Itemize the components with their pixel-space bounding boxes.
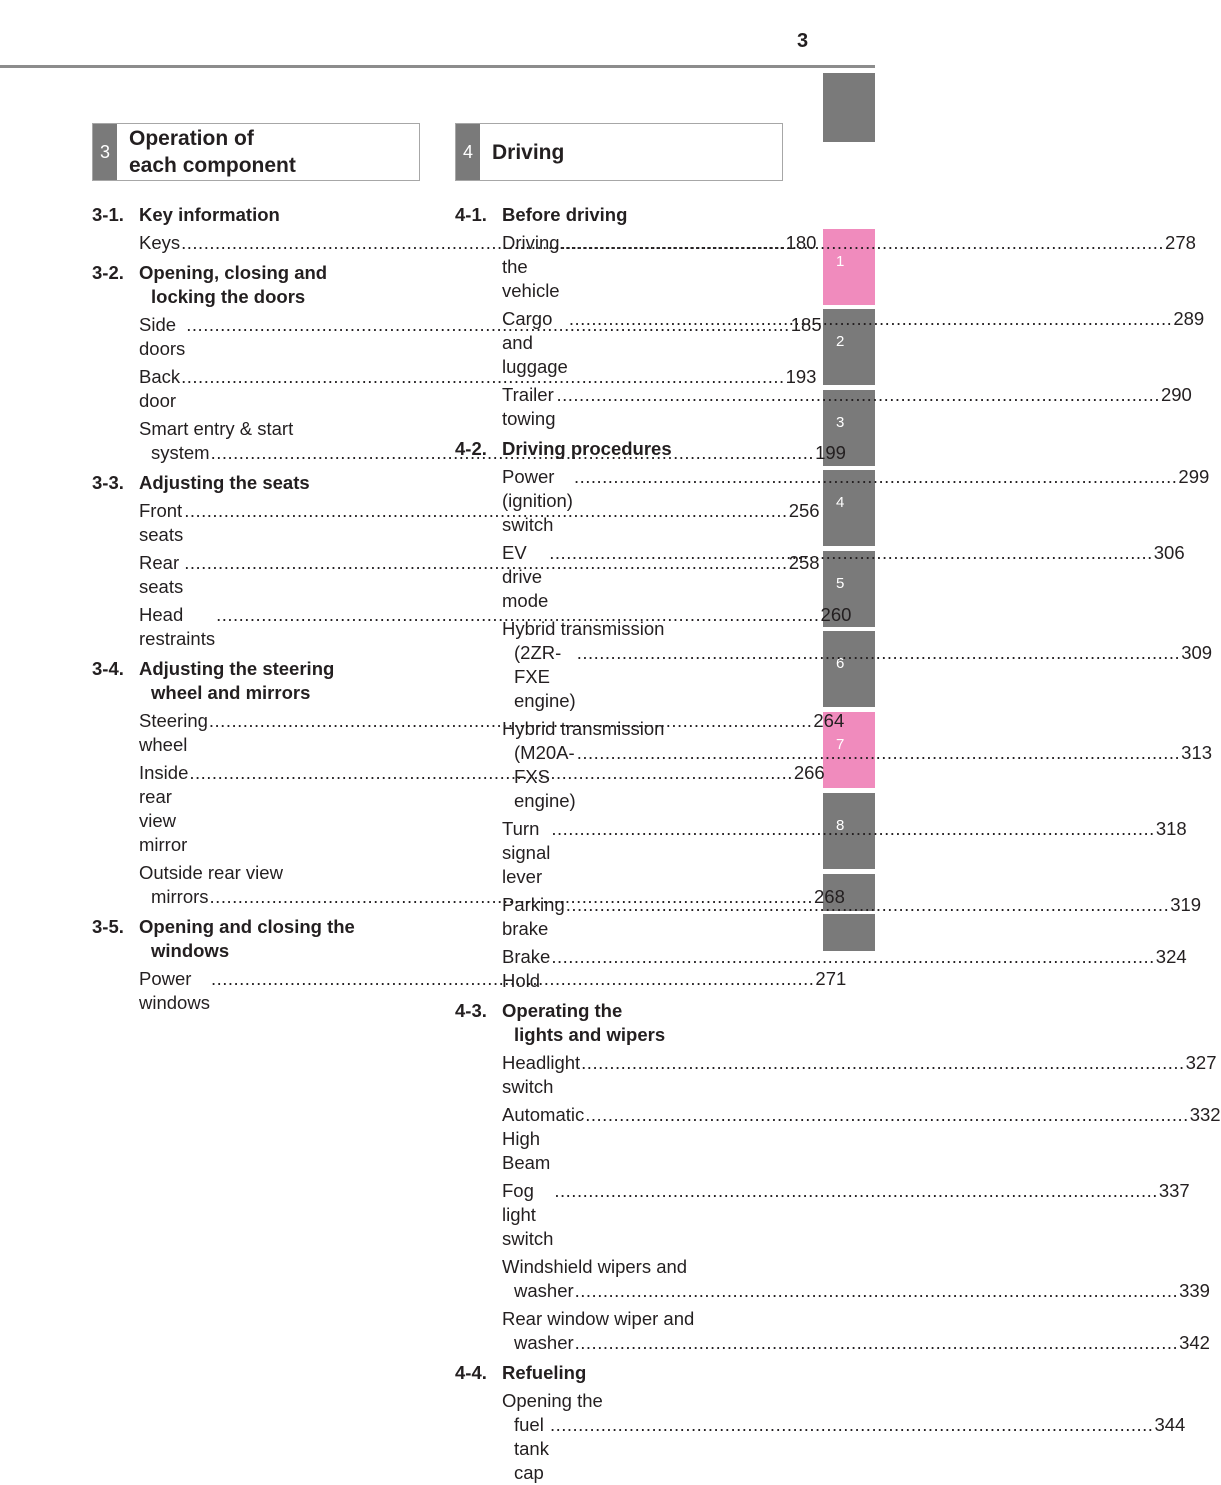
side-tab-chapter-2[interactable]: 2 <box>823 309 875 385</box>
toc-entry-label: Hybrid transmission <box>502 618 665 639</box>
toc-entry[interactable] <box>502 1307 1210 1355</box>
toc-entry-line <box>502 231 1196 303</box>
toc-entry-label: Smart entry & start <box>139 418 294 439</box>
toc-entry-label: Fog light switch <box>502 1180 554 1249</box>
section-number: 3-3. <box>92 472 124 493</box>
section-heading <box>92 657 409 705</box>
page-ref: 309 <box>1181 642 1213 663</box>
section-number: 4-4. <box>455 1362 487 1383</box>
toc-entry-label: washer <box>514 1280 574 1301</box>
toc-entry-label: Trailer towing <box>502 384 556 429</box>
section-title-line: Refueling <box>502 1362 587 1383</box>
toc-entry-label: Inside rear view mirror <box>139 762 189 855</box>
section-number: 3-5. <box>92 916 124 937</box>
toc-entry-label: Headlight switch <box>502 1052 581 1097</box>
chapter-header-3 <box>92 123 420 181</box>
toc-entry-line <box>502 465 1209 537</box>
section-number: 3-4. <box>92 658 124 679</box>
section-title <box>139 471 310 495</box>
section-title-line: Opening and closing the <box>139 916 355 937</box>
toc-entry-label: Windshield wipers and <box>502 1256 688 1277</box>
page-ref: 290 <box>1160 384 1192 405</box>
toc-entry[interactable] <box>139 231 817 255</box>
toc-entry-label: Power windows <box>139 968 210 1013</box>
section-title <box>502 1361 586 1385</box>
toc-entry-label: Rear window wiper and <box>502 1308 695 1329</box>
toc-entry-line <box>502 1279 1210 1303</box>
page-ref: 324 <box>1155 946 1187 967</box>
toc-entry[interactable] <box>502 1051 1217 1099</box>
toc-entry-label: (2ZR-FXE engine) <box>514 642 576 711</box>
section-heading <box>455 437 772 461</box>
toc-entry-text <box>502 541 1185 613</box>
chapter-number: 3 <box>93 124 117 180</box>
side-tab-chapter-3[interactable]: 3 <box>823 390 875 466</box>
chapter-number: 4 <box>456 124 480 180</box>
section-heading <box>92 261 409 309</box>
toc-entry-line <box>502 1331 1210 1355</box>
toc-entry[interactable] <box>502 1255 1210 1303</box>
toc-entry-label: (M20A-FXS engine) <box>514 742 576 811</box>
page-ref: 268 <box>814 886 845 907</box>
page-ref: 260 <box>820 604 852 625</box>
page-ref: 337 <box>1158 1180 1190 1201</box>
section-heading <box>92 915 409 963</box>
side-tab-chapter-4[interactable]: 4 <box>823 470 875 546</box>
toc-entry-label: fuel tank cap <box>514 1414 549 1483</box>
page-ref: 271 <box>815 968 847 989</box>
chapter-title-line: Operation of <box>129 127 254 150</box>
toc-entry-text <box>502 465 1209 537</box>
toc-entry-line <box>502 383 1192 431</box>
toc-entry[interactable] <box>502 1103 1221 1175</box>
chapter-title <box>480 124 564 180</box>
toc-entry-line <box>502 1103 1221 1175</box>
side-tab-chapter-7[interactable]: 7 <box>823 712 875 788</box>
dot-leader <box>575 1331 1178 1355</box>
section-title-line: Operating the <box>502 1000 623 1021</box>
toc-entry-text <box>502 1051 1217 1099</box>
toc-entry-label: Opening the <box>502 1390 603 1411</box>
toc-entry-text <box>502 231 1196 303</box>
page-number: 3 <box>797 30 809 52</box>
page-ref: 264 <box>813 710 845 731</box>
dot-leader <box>581 1051 1184 1075</box>
dot-leader <box>577 741 1180 765</box>
section-title <box>502 999 665 1047</box>
section-number: 3-1. <box>92 204 124 225</box>
section-title-line: Adjusting the steering <box>139 658 335 679</box>
section-title-line: Key information <box>139 204 280 225</box>
page-ref: 306 <box>1153 542 1185 563</box>
toc-entry-line <box>502 1413 1185 1485</box>
toc-entry-text <box>502 717 1212 813</box>
page-ref: 278 <box>1165 232 1196 253</box>
section-heading <box>92 203 409 227</box>
toc-entry-label: Cargo and luggage <box>502 308 568 377</box>
toc-entry-label: Power (ignition) switch <box>502 466 573 535</box>
section-number: 4-3. <box>455 1000 487 1021</box>
dot-leader <box>561 231 1164 255</box>
toc-entry-line <box>502 817 1187 889</box>
page-ref: 327 <box>1185 1052 1217 1073</box>
toc-entry-label: EV drive mode <box>502 542 549 611</box>
side-tab-chapter-8[interactable]: 8 <box>823 793 875 869</box>
page-ref: 289 <box>1173 308 1205 329</box>
toc-entry-text <box>502 307 1204 379</box>
section-title-line: Adjusting the seats <box>139 472 310 493</box>
section-title <box>139 657 334 705</box>
section-title-line: Opening, closing and <box>139 262 328 283</box>
dot-leader <box>566 893 1169 917</box>
toc-entry-text <box>502 617 1212 713</box>
toc-entry-label: mirrors <box>151 886 209 907</box>
toc-entry-label: Parking brake <box>502 894 565 939</box>
section-title-line: wheel and mirrors <box>151 682 311 703</box>
chapter-header-4 <box>455 123 783 181</box>
dot-leader <box>569 307 1172 331</box>
toc-entry-line <box>502 1179 1190 1251</box>
toc-entry[interactable] <box>502 383 1192 431</box>
section-title-line: locking the doors <box>151 286 306 307</box>
section-title-line: lights and wipers <box>514 1024 666 1045</box>
page-ref: 180 <box>785 232 817 253</box>
toc-entry-line <box>502 641 1212 713</box>
toc-entry[interactable] <box>502 1389 1186 1485</box>
toc-entry[interactable] <box>502 617 1213 713</box>
dot-leader <box>554 1179 1157 1203</box>
toc-entry-label: Driving the vehicle <box>502 232 560 301</box>
toc-entry-line <box>502 945 1187 993</box>
toc-entry-text <box>502 817 1187 889</box>
section-title <box>502 437 672 461</box>
section-heading <box>455 999 772 1047</box>
toc-entry-label: Steering wheel <box>139 710 208 755</box>
toc-entry-label: washer <box>514 1332 574 1353</box>
side-tab-chapter-1[interactable]: 1 <box>823 229 875 305</box>
page-ref: 319 <box>1170 894 1202 915</box>
section-title-line: Before driving <box>502 204 628 225</box>
chapter-title-line: each component <box>129 154 296 177</box>
section-title <box>139 203 280 227</box>
page-ref: 318 <box>1155 818 1187 839</box>
dot-leader <box>551 817 1154 841</box>
chapter-title-line: Driving <box>492 140 565 164</box>
toc-entry-line <box>502 307 1204 379</box>
toc-entry-text <box>502 1255 1210 1303</box>
toc-entry-text <box>502 1103 1221 1175</box>
dot-leader <box>549 541 1152 565</box>
toc-entry-label: Turn signal lever <box>502 818 551 887</box>
dot-leader <box>556 383 1159 407</box>
toc-entry-line <box>502 1051 1217 1099</box>
page-ref: 342 <box>1179 1332 1210 1353</box>
page-ref: 199 <box>815 442 846 463</box>
section-title-line: windows <box>151 940 230 961</box>
toc-entry[interactable] <box>502 817 1187 889</box>
section-title-line: Driving procedures <box>502 438 672 459</box>
section-title <box>139 261 327 309</box>
page-ref: 339 <box>1179 1280 1210 1301</box>
dot-leader <box>575 1279 1178 1303</box>
section-title <box>139 915 355 963</box>
toc-entry-line <box>502 541 1185 613</box>
toc-entry-text <box>502 1307 1210 1355</box>
toc-entry-label: Keys <box>139 232 181 253</box>
side-tab-chapter-5[interactable]: 5 <box>823 551 875 627</box>
toc-entry-label: Back door <box>139 366 181 411</box>
dot-leader <box>585 1103 1188 1127</box>
toc-entry[interactable] <box>502 1179 1190 1251</box>
page-ref: 185 <box>790 314 822 335</box>
dot-leader <box>574 465 1177 489</box>
top-rule <box>0 65 875 68</box>
toc-entry-label: Brake Hold <box>502 946 551 991</box>
dot-leader <box>577 641 1180 665</box>
side-tab-chapter-6[interactable]: 6 <box>823 631 875 707</box>
toc-entry-label: Outside rear view <box>139 862 283 883</box>
chapter-title <box>117 124 296 180</box>
section-number: 4-1. <box>455 204 487 225</box>
toc-entry-label: Front seats <box>139 500 184 545</box>
section-title <box>502 203 627 227</box>
section-heading <box>92 471 409 495</box>
side-tab-blank[interactable] <box>823 73 875 142</box>
toc-entry-label: Head restraints <box>139 604 216 649</box>
dot-leader <box>550 1413 1153 1437</box>
toc-entry-line <box>502 741 1212 813</box>
page-ref: 266 <box>793 762 825 783</box>
page-ref: 258 <box>788 552 820 573</box>
toc-entry-text <box>502 893 1201 941</box>
section-number: 4-2. <box>455 438 487 459</box>
toc-entry-label: Rear seats <box>139 552 184 597</box>
section-heading <box>455 203 772 227</box>
toc-entry-label: Automatic High Beam <box>502 1104 585 1173</box>
toc-entry-label: Side doors <box>139 314 186 359</box>
toc-entry-text <box>502 945 1187 993</box>
section-number: 3-2. <box>92 262 124 283</box>
section-heading <box>455 1361 772 1385</box>
page-ref: 332 <box>1189 1104 1221 1125</box>
toc-entry-label: system <box>151 442 210 463</box>
dot-leader <box>551 945 1154 969</box>
page-ref: 299 <box>1178 466 1210 487</box>
page-ref: 344 <box>1154 1414 1186 1435</box>
toc-entry-text <box>502 383 1192 431</box>
toc-entry-text <box>502 1179 1190 1251</box>
toc-entry[interactable] <box>139 861 845 909</box>
page-ref: 256 <box>788 500 820 521</box>
toc-entry-text <box>502 1389 1185 1485</box>
toc-entry-label: Hybrid transmission <box>502 718 665 739</box>
page-ref: 193 <box>785 366 817 387</box>
toc-entry-line <box>502 893 1201 941</box>
page-ref: 313 <box>1181 742 1213 763</box>
